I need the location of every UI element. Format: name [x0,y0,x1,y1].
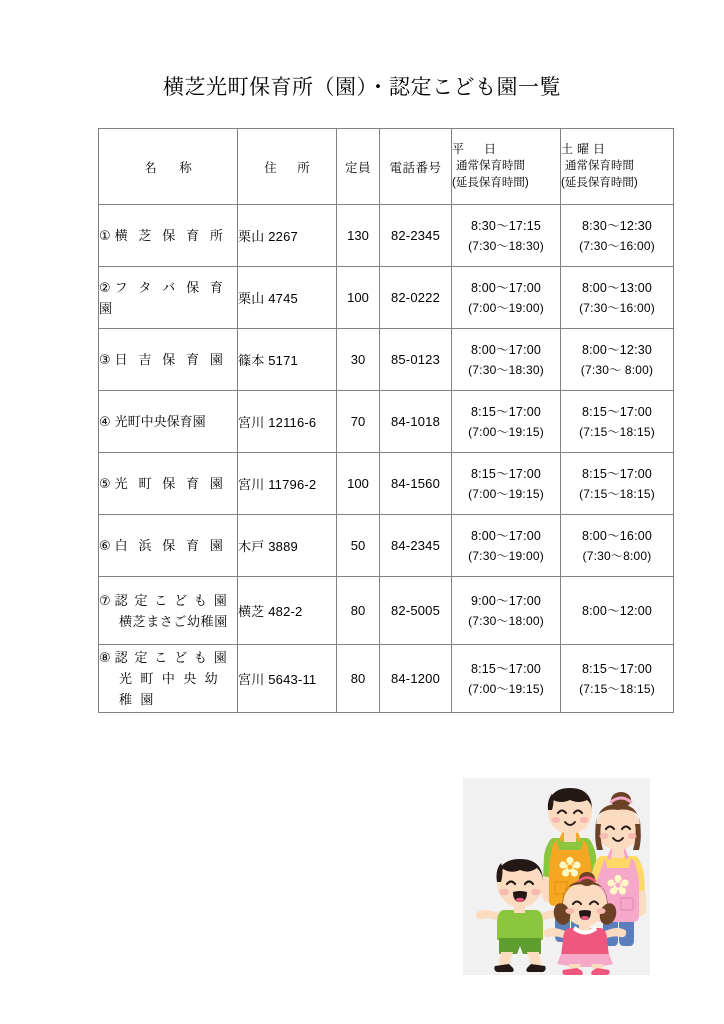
column-header-capacity [337,129,380,205]
table-row [99,645,674,713]
facility-name-label: 認 定 こ ど も 園 [114,650,229,665]
column-header-capacity-label: 定員 [344,160,371,175]
weekday-normal-hours: 8:15～17:00 [470,404,542,419]
facility-saturday-hours-cell [561,577,674,645]
table-row [99,391,674,453]
facility-weekday-hours-cell [452,515,561,577]
column-header-saturday-normal: 通常保育時間 [565,160,634,172]
saturday-normal-hours: 8:00～12:30 [581,342,653,357]
column-header-name [99,129,238,205]
table-row [99,205,674,267]
saturday-extended-hours: (7:15～18:15) [579,486,655,501]
facility-table [98,128,674,713]
column-header-saturday-day: 土曜日 [561,142,610,156]
facility-phone-cell: 82-0222 [380,267,452,329]
saturday-normal-hours: 8:15～17:00 [581,466,653,481]
table-header-row [99,129,674,205]
facility-index: ② [99,279,111,295]
saturday-normal-hours: 8:15～17:00 [581,404,653,419]
weekday-extended-hours: (7:00～19:15) [468,424,544,439]
weekday-extended-hours: (7:00～19:15) [468,681,544,696]
column-header-phone [380,129,452,205]
saturday-normal-hours: 8:00～13:00 [581,280,653,295]
saturday-extended-hours: (7:30～16:00) [579,238,655,253]
facility-saturday-hours-cell [561,645,674,713]
weekday-extended-hours: (7:30～18:30) [468,362,544,377]
saturday-normal-hours: 8:30～12:30 [581,218,653,233]
column-header-phone-label: 電話番号 [389,160,442,175]
facility-index: ⑤ [99,476,111,491]
facility-address-cell: 栗山 2267 [238,205,337,267]
column-header-address-label: 住 所 [264,160,314,175]
weekday-extended-hours: (7:30～18:30) [468,238,544,253]
facility-capacity-cell: 100 [337,267,380,329]
facility-saturday-hours-cell [561,391,674,453]
facility-address-cell: 宮川 11796-2 [238,453,337,515]
weekday-normal-hours: 8:00～17:00 [470,280,542,295]
page-title: 横芝光町保育所（園）・認定こども園一覧 [163,76,561,99]
facility-name-cell [99,453,238,515]
facility-saturday-hours-cell [561,267,674,329]
facility-address-cell: 宮川 5643-11 [238,645,337,713]
table-row [99,329,674,391]
facility-weekday-hours-cell [452,645,561,713]
facility-index: ⑧ [99,650,111,665]
column-header-weekday-normal: 通常保育時間 [456,160,525,172]
nursery-illustration [463,778,650,975]
facility-capacity-cell: 70 [337,391,380,453]
saturday-normal-hours: 8:15～17:00 [581,661,653,676]
facility-name-cell [99,577,238,645]
facility-address-cell: 木戸 3889 [238,515,337,577]
weekday-normal-hours: 8:30～17:15 [470,218,542,233]
weekday-normal-hours: 9:00～17:00 [470,593,542,608]
weekday-extended-hours: (7:30～19:00) [468,548,544,563]
weekday-extended-hours: (7:30～18:00) [468,613,544,628]
facility-name-label-line2: 横芝まさご幼稚園 [119,613,228,629]
table-row [99,515,674,577]
facility-name-label: 日 吉 保 育 園 [114,352,227,367]
facility-address-cell: 篠本 5171 [238,329,337,391]
facility-saturday-hours-cell [561,515,674,577]
saturday-extended-hours: (7:15～18:15) [579,681,655,696]
column-header-name-label: 名 称 [144,160,197,175]
facility-name-cell [99,205,238,267]
facility-name-cell [99,515,238,577]
facility-phone-cell: 84-1560 [380,453,452,515]
facility-name-label: 光 町 保 育 園 [114,476,227,491]
facility-saturday-hours-cell [561,329,674,391]
facility-name-cell [99,391,238,453]
saturday-extended-hours: (7:30～ 8:00) [580,362,654,377]
facility-capacity-cell: 80 [337,577,380,645]
facility-name-label-line2: 光 町 中 央 幼 稚 園 [119,671,221,707]
facility-phone-cell: 84-1200 [380,645,452,713]
column-header-saturday-extended: (延長保育時間) [561,177,638,189]
facility-weekday-hours-cell [452,453,561,515]
table-row [99,577,674,645]
facility-weekday-hours-cell [452,205,561,267]
facility-phone-cell: 84-2345 [380,515,452,577]
facility-index: ⑦ [99,592,111,608]
weekday-normal-hours: 8:15～17:00 [470,661,542,676]
facility-index: ③ [99,352,111,367]
weekday-normal-hours: 8:00～17:00 [470,528,542,543]
column-header-weekday-day: 平 日 [452,142,501,156]
nursery-illustration-svg [463,778,650,975]
saturday-extended-hours: (7:30～8:00) [582,548,652,563]
column-header-weekday [452,129,561,205]
facility-name-cell [99,329,238,391]
facility-name-cell [99,267,238,329]
table-row [99,267,674,329]
facility-saturday-hours-cell [561,205,674,267]
column-header-saturday [561,129,674,205]
facility-index: ④ [99,414,111,429]
facility-address-cell: 横芝 482-2 [238,577,337,645]
facility-capacity-cell: 130 [337,205,380,267]
facility-table-body [99,205,674,713]
facility-capacity-cell: 80 [337,645,380,713]
facility-name-label: 光町中央保育園 [114,414,206,429]
saturday-normal-hours: 8:00～12:00 [581,603,653,618]
facility-name-cell [99,645,238,713]
facility-weekday-hours-cell [452,329,561,391]
facility-name-label: フ タ バ 保 育 園 [99,279,227,316]
saturday-extended-hours: (7:15～18:15) [579,424,655,439]
facility-name-label: 白 浜 保 育 園 [114,538,227,553]
facility-name-label: 認 定 こ ど も 園 [114,592,229,608]
facility-capacity-cell: 100 [337,453,380,515]
facility-index: ① [99,228,111,243]
facility-capacity-cell: 50 [337,515,380,577]
facility-phone-cell: 84-1018 [380,391,452,453]
facility-weekday-hours-cell [452,577,561,645]
facility-name-label: 横 芝 保 育 所 [114,228,227,243]
facility-saturday-hours-cell [561,453,674,515]
weekday-extended-hours: (7:00～19:00) [468,300,544,315]
weekday-normal-hours: 8:15～17:00 [470,466,542,481]
weekday-extended-hours: (7:00～19:15) [468,486,544,501]
facility-weekday-hours-cell [452,267,561,329]
saturday-extended-hours: (7:30～16:00) [579,300,655,315]
facility-table-wrapper [98,128,673,713]
facility-phone-cell: 85-0123 [380,329,452,391]
facility-index: ⑥ [99,538,111,553]
facility-address-cell: 栗山 4745 [238,267,337,329]
facility-phone-cell: 82-5005 [380,577,452,645]
saturday-normal-hours: 8:00～16:00 [581,528,653,543]
facility-weekday-hours-cell [452,391,561,453]
facility-address-cell: 宮川 12116-6 [238,391,337,453]
column-header-address [238,129,337,205]
facility-phone-cell: 82-2345 [380,205,452,267]
weekday-normal-hours: 8:00～17:00 [470,342,542,357]
facility-capacity-cell: 30 [337,329,380,391]
column-header-weekday-extended: (延長保育時間) [452,177,529,189]
table-row [99,453,674,515]
